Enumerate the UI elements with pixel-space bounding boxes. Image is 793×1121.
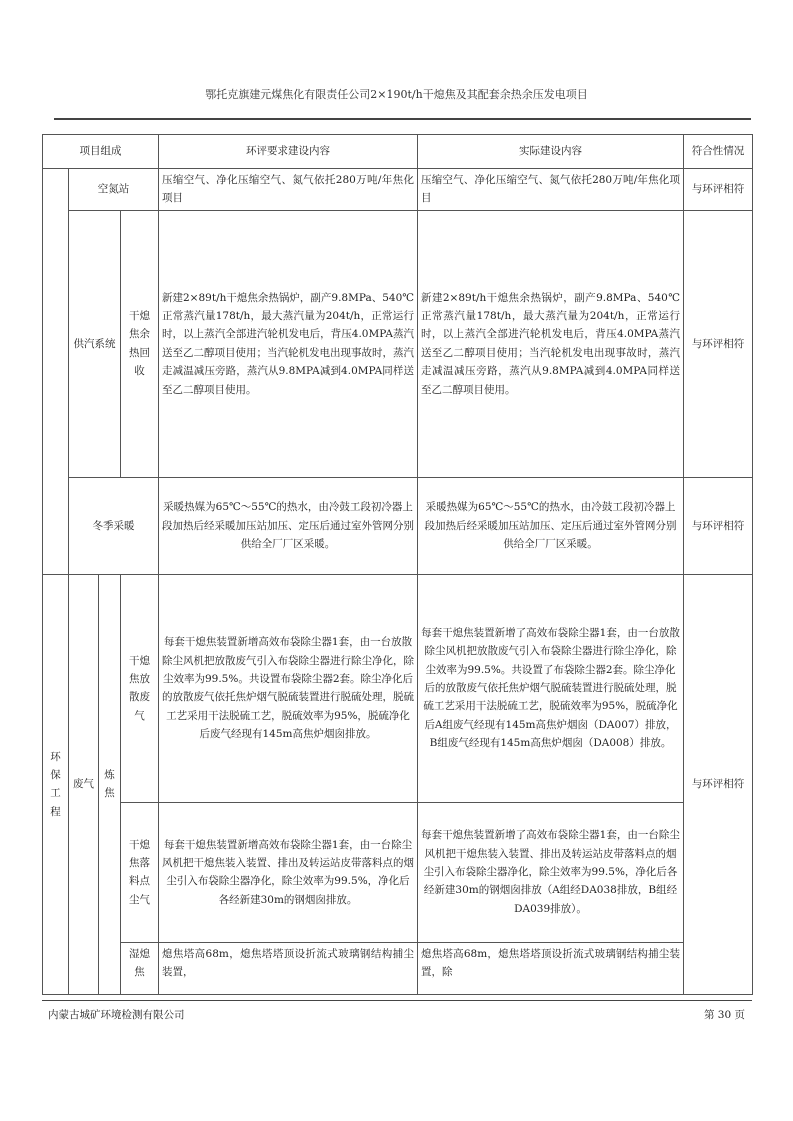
row-name: 冬季采暖 — [69, 477, 159, 574]
header-actual: 实际建设内容 — [418, 135, 684, 169]
compliance-status: 与环评相符 — [684, 574, 753, 994]
actual-content: 每套干熄焦装置新增了高效布袋除尘器1套，由一台放散除尘风机把放散废气引入布袋除尘器进行除尘净化，除尘效率为99.5%。共设置了布袋除尘器2套。除尘净化后的放散废气依托焦炉烟气脱硫装置进行脱硫处理，脱硫工艺采用干法脱硫工艺，脱硫效率为95%，脱硫净化后A组废气经现有145m高焦炉烟囱（DA007）排放，B组废气经现有145m高焦炉烟囱（DA008）排放。 — [418, 574, 684, 802]
actual-content: 每套干熄焦装置新增了高效布袋除尘器1套，由一台除尘风机把干熄焦装入装置、排出及转运站皮带落料点的烟尘引入布袋除尘器净化，除尘效率为99.5%，净化后各经新建30m的钢烟囱排放（A组经DA038排放，B组经DA039排放）。 — [418, 802, 684, 942]
row-category: 供汽系统 — [69, 210, 121, 477]
footer-rule — [42, 1000, 752, 1001]
eia-content: 熄焦塔高68m，熄焦塔塔顶设折流式玻璃钢结构捕尘装置， — [159, 942, 418, 994]
header-compliance: 符合性情况 — [684, 135, 753, 169]
table-row — [43, 574, 753, 802]
page-number: 第 30 页 — [703, 1009, 745, 1021]
actual-content: 压缩空气、净化压缩空气、氮气依托280万吨/年焦化项目 — [418, 169, 684, 211]
row-subcategory: 废气 — [69, 574, 99, 994]
compliance-status: 与环评相符 — [684, 169, 753, 211]
eia-content: 每套干熄焦装置新增高效布袋除尘器1套，由一台除尘风机把干熄焦装入装置、排出及转运站皮带落料点的烟尘引入布袋除尘器净化，除尘效率为99.5%，净化后各经新建30m的钢烟囱排放。 — [159, 802, 418, 942]
table-row — [43, 477, 753, 574]
header-eia: 环评要求建设内容 — [159, 135, 418, 169]
table-header-row — [43, 135, 753, 169]
eia-content: 新建2×89t/h干熄焦余热锅炉，副产9.8MPa、540℃正常蒸汽量178t/h，最大蒸汽量为204t/h，正常运行时，以上蒸汽全部进汽轮机发电后，背压4.0MPA蒸汽送至乙二醇项目使用；当汽轮机发电出现事故时，蒸汽走减温减压旁路，蒸汽从9.8MPA减到4.0MPA同样送至乙二醇项目使用。 — [159, 210, 418, 477]
row-name: 干熄焦落料点尘气 — [121, 802, 159, 942]
blank-category-cell — [43, 169, 69, 575]
actual-content: 熄焦塔高68m，熄焦塔塔顶设折流式玻璃钢结构捕尘装置，除 — [418, 942, 684, 994]
eia-content: 压缩空气、净化压缩空气、氮气依托280万吨/年焦化项目 — [159, 169, 418, 211]
table-row — [43, 210, 753, 477]
actual-content: 新建2×89t/h干熄焦余热锅炉，副产9.8MPa、540℃正常蒸汽量178t/h，最大蒸汽量为204t/h，正常运行时，以上蒸汽全部进汽轮机发电后，背压4.0MPA蒸汽送至乙二醇项目使用；当汽轮机发电出现事故时，蒸汽走减温减压旁路，蒸汽从9.8MPA减到4.0MPA同样送至乙二醇项目使用。 — [418, 210, 684, 477]
table-row — [43, 169, 753, 211]
compliance-table — [42, 134, 753, 995]
row-subcategory: 炼焦 — [99, 574, 121, 994]
row-name: 空氮站 — [69, 169, 159, 211]
compliance-status: 与环评相符 — [684, 477, 753, 574]
row-category: 环保工程 — [43, 574, 69, 994]
row-name: 湿熄焦 — [121, 942, 159, 994]
row-name: 干熄焦余热回收 — [121, 210, 159, 477]
actual-content: 采暖热媒为65℃～55℃的热水，由冷鼓工段初冷器上段加热后经采暖加压站加压、定压后通过室外管网分别供给全厂厂区采暖。 — [418, 477, 684, 574]
table-row — [43, 942, 753, 994]
page-header: 鄂托克旗建元煤焦化有限责任公司2×190t/h干熄焦及其配套余热余压发电项目 — [205, 88, 588, 101]
compliance-status: 与环评相符 — [684, 210, 753, 477]
eia-content: 采暖热媒为65℃～55℃的热水，由冷鼓工段初冷器上段加热后经采暖加压站加压、定压后通过室外管网分别供给全厂厂区采暖。 — [159, 477, 418, 574]
footer-company: 内蒙古城矿环境检测有限公司 — [48, 1009, 185, 1021]
header-rule — [54, 118, 751, 120]
eia-content: 每套干熄焦装置新增高效布袋除尘器1套，由一台放散除尘风机把放散废气引入布袋除尘器进行除尘净化，除尘效率为99.5%。共设置布袋除尘器2套。除尘净化后的放散废气依托焦炉烟气脱硫装置进行脱硫处理，脱硫工艺采用干法脱硫工艺，脱硫效率为95%，脱硫净化后废气经现有145m高焦炉烟囱排放。 — [159, 574, 418, 802]
table-row — [43, 802, 753, 942]
row-name: 干熄焦放散废气 — [121, 574, 159, 802]
header-composition: 项目组成 — [43, 135, 159, 169]
